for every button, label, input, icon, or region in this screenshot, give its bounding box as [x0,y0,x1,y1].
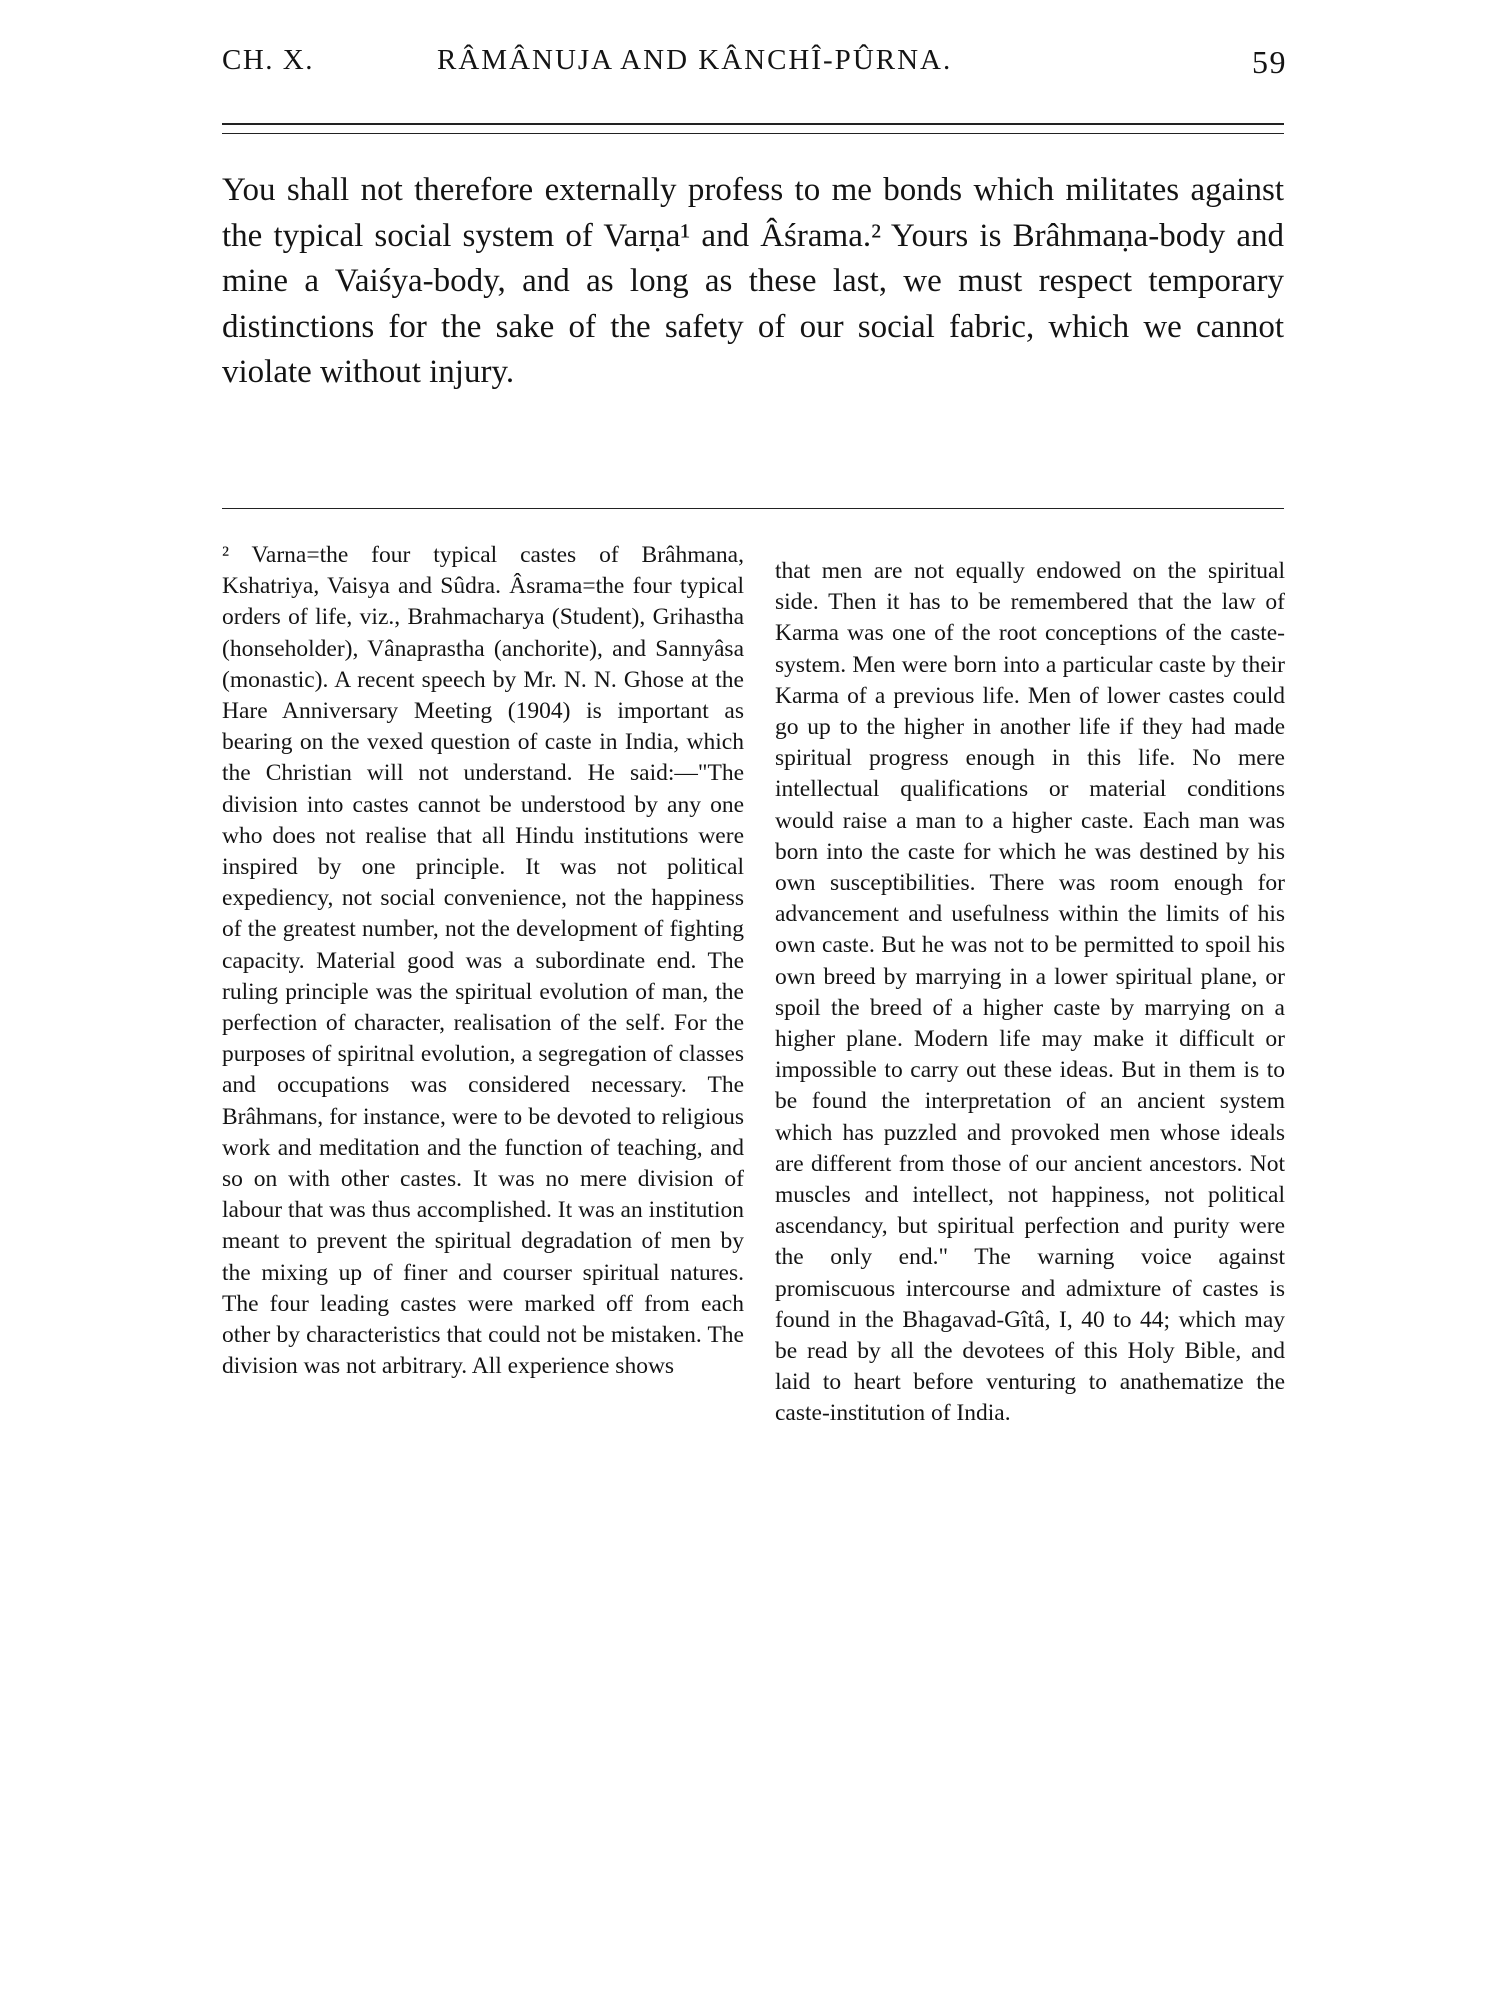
page-number: 59 [1252,44,1287,80]
header-rule-bottom [222,133,1284,134]
footnote-separator-rule [222,508,1284,509]
footnote-right-column: that men are not equally endowed on the spiritual side. Then it has to be remembered that the law of Karma was one of the root conceptions of the caste-system. Men were born into a particular caste by their Karma of a previous life. Men of lower castes could go up to the higher in another life if they had made spiritual progress enough in this life. No mere intellectual qualifications or material conditions would raise a man to a higher caste. Each man was born into the caste for which he was destined by his own susceptibilities. There was room enough for advancement and usefulness within the limits of his own caste. But he was not to be permitted to spoil his own breed by marrying in a lower spiritual plane, or spoil the breed of a higher caste by marrying on a higher plane. Modern life may make it difficult or impossible to carry out these ideas. But in them is to be found the interpretation of an ancient system which has puzzled and provoked men whose ideals are different from those of our ancient ancestors. Not muscles and intellect, not happiness, not political ascendancy, but spiritual perfection and purity were the only end." The warning voice against promiscuous intercourse and admixture of castes is found in the Bhagavad-Gîtâ, I, 40 to 44; which may be read by all the devotees of this Holy Bible, and laid to heart before venturing to anathematize the caste-institution of India. [775,558,1285,1427]
main-paragraph: You shall not therefore externally profess to me bonds which militates against the typical social system of Varṇa¹ and Âśrama.² Yours is Brâhmaṇa-body and mine a Vaiśya-body, and as long as these last, we must respect temporary distinctions for the sake of the safety of our social fabric, which we cannot violate without injury. [222,172,1284,390]
header-rule-top [222,123,1284,125]
running-title: RÂMÂNUJA AND KÂNCHÎ-PÛRNA. [437,44,953,76]
footnote-left-column: ² Varna=the four typical castes of Brâhmana, Kshatriya, Vaisya and Sûdra. Âsrama=the four typical orders of life, viz., Brahmacharya (Student), Grihastha (honseholder), Vânaprastha (anchorite), and Sannyâsa (monastic). A recent speech by Mr. N. N. Ghose at the Hare Anniversary Meeting (1904) is important as bearing on the vexed question of caste in India, which the Christian will not understand. He said:—"The division into castes cannot be understood by any one who does not realise that all Hindu institutions were inspired by one principle. It was not political expediency, not social convenience, not the happiness of the greatest number, not the development of fighting capacity. Material good was a subordinate end. The ruling principle was the spiritual evolution of man, the perfection of character, realisation of the self. For the purposes of spiritnal evolution, a segregation of classes and occupations was considered necessary. The Brâhmans, for instance, were to be devoted to religious work and meditation and the function of teaching, and so on with other castes. It was no mere division of labour that was thus accomplished. It was an institution meant to prevent the spiritual degradation of men by the mixing up of finer and courser spiritual natures. The four leading castes were marked off from each other by characteristics that could not be mistaken. The division was not arbitrary. All experience shows [222,542,744,1380]
running-header [222,44,1287,94]
chapter-label: CH. X. [222,44,314,76]
